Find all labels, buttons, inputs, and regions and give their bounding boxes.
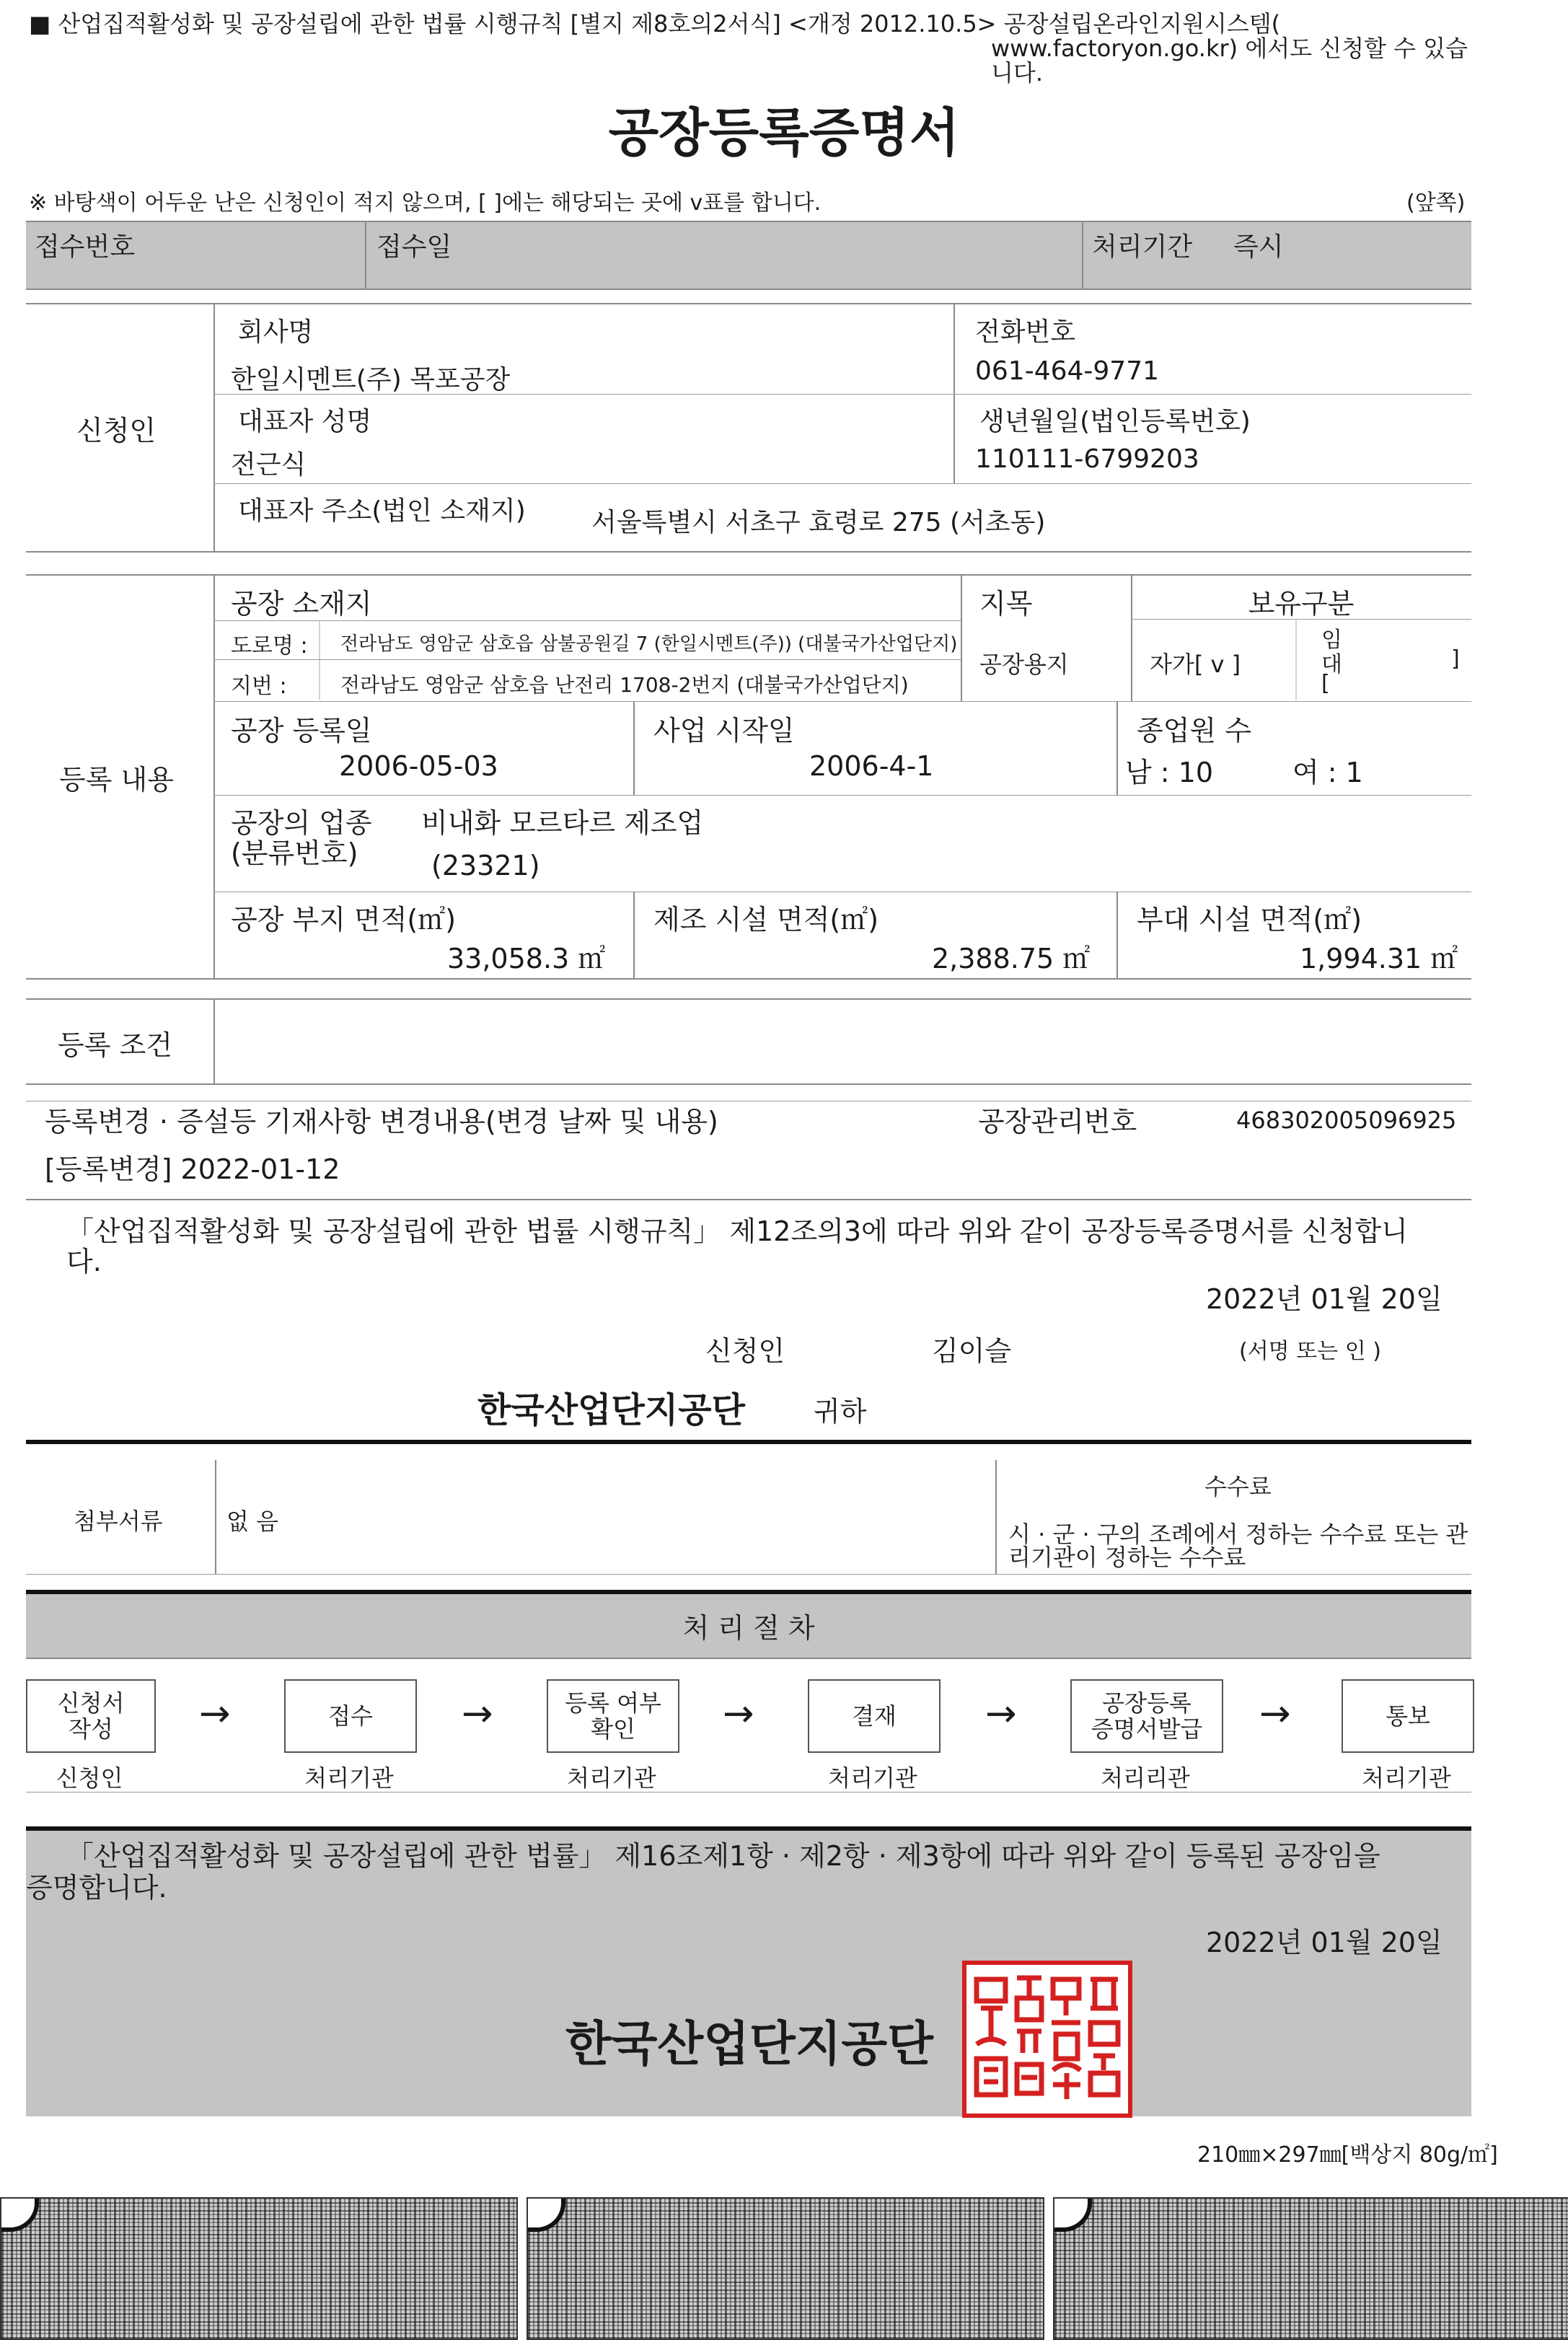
divider [213,483,1471,484]
procedure-step-1 [26,1679,156,1753]
reception-number-label: 접수번호 [35,232,136,262]
divider [26,221,1471,222]
barcode-corner-icon [1054,2199,1092,2232]
divider [953,303,955,483]
divider [1295,620,1297,700]
recipient-org: 한국산업단지공단 [477,1390,745,1430]
signature-note: (서명 또는 인 ) [1239,1339,1381,1364]
divider [26,1792,1471,1793]
arrow-right-icon: → [1259,1692,1291,1736]
fee-label: 수수료 [1204,1473,1272,1500]
birth-reg-value: 110111-6799203 [975,444,1199,474]
step-5-line1: 공장등록 [1102,1689,1192,1717]
divider [319,620,320,700]
applicant-signature-label: 신청인 [705,1335,785,1367]
divider [26,289,1471,290]
request-statement-cont: 다. [66,1246,102,1277]
auxiliary-area-label: 부대 시설 면적(㎡) [1137,904,1362,936]
recipient-honorific: 귀하 [814,1396,867,1428]
industry-value: 비내화 모르타르 제조업 [421,807,704,839]
lot-address-value: 전라남도 영암군 삼호읍 난전리 1708-2번지 (대불국가산업단지) [340,673,909,697]
applicant-section-label: 신청인 [76,415,157,447]
divider [26,1199,1471,1200]
arrow-right-icon: → [462,1692,493,1736]
divider [213,303,215,551]
ownership-lease-bracket-open: [ [1321,671,1330,696]
representative-value: 전근식 [231,450,307,480]
arrow-right-icon: → [985,1692,1017,1736]
employees-label: 종업원 수 [1137,715,1251,747]
step-1-line2: 작성 [69,1715,113,1743]
divider [633,892,635,978]
step-1-actor: 신청인 [56,1764,123,1792]
business-start-label: 사업 시작일 [653,715,795,747]
request-date: 2022년 01월 20일 [1206,1283,1443,1315]
fee-text: 시 · 군 · 구의 조례에서 정하는 수수료 또는 관 [1008,1521,1468,1548]
divider [995,1460,997,1574]
divider [213,574,215,978]
registration-date-label: 공장 등록일 [231,715,372,747]
procedure-step-4 [808,1679,941,1753]
procedure-step-3 [547,1679,679,1753]
factory-mgmt-no-value: 468302005096925 [1236,1107,1457,1134]
address-label: 대표자 주소(법인 소재지) [238,496,526,526]
divider [26,1440,1471,1444]
employees-male: 남 : 10 [1125,757,1214,788]
applicant-signature-name: 김이슬 [932,1335,1012,1367]
divider [213,659,961,660]
phone-label: 전화번호 [975,317,1076,347]
issuer-org: 한국산업단지공단 [565,2016,934,2072]
ownership-lease-char2: 대 [1321,652,1342,677]
divider [26,551,1471,553]
divider [961,574,962,701]
processing-period-value: 즉시 [1233,232,1284,262]
step-5-actor: 처리리관 [1101,1764,1190,1792]
procedure-step-6 [1342,1679,1474,1753]
step-5-line2: 증명서발급 [1091,1715,1203,1743]
manufacturing-area-label: 제조 시설 면적(㎡) [653,904,879,936]
processing-period-label: 처리기간 [1092,232,1193,262]
step-6-actor: 처리기관 [1362,1764,1451,1792]
form-reference-line2: www.factoryon.go.kr) 에서도 신청할 수 있습 [991,35,1468,62]
address-value: 서울특별시 서초구 효령로 275 (서초동) [591,508,1046,537]
industry-label: 공장의 업종 [231,807,372,839]
divider [213,701,1471,702]
industry-code-value: (23321) [431,850,540,881]
instruction-notice: ※ 바탕색이 어두운 난은 신청인이 적지 않으며, [ ]에는 해당되는 곳에 v표를 합니다. [29,190,822,216]
divider [1082,221,1083,289]
step-1-line1: 신청서 [57,1689,125,1717]
registration-section-label: 등록 내용 [59,764,174,796]
divider [365,221,366,289]
divider [26,1083,1471,1085]
attachments-label: 첨부서류 [74,1508,163,1535]
registration-date-value: 2006-05-03 [339,750,498,782]
official-seal-icon [962,1961,1132,2118]
certification-statement: 「산업집적활성화 및 공장설립에 관한 법률」 제16조제1항 · 제2항 · 제3항에 따라 위와 같이 등록된 공장임을 [66,1840,1380,1872]
barcode-pattern-1 [0,2197,518,2340]
step-6-line1: 통보 [1386,1702,1430,1730]
step-3-actor: 처리기관 [567,1764,656,1792]
divider [26,998,1471,1000]
divider [1116,701,1118,795]
certification-date: 2022년 01월 20일 [1206,1927,1443,1958]
barcode-corner-icon [528,2199,565,2232]
land-category-value: 공장용지 [979,651,1069,678]
divider [213,795,1471,796]
auxiliary-area-value: 1,994.31 ㎡ [1300,943,1458,975]
step-3-line1: 등록 여부 [565,1689,661,1717]
attachments-value: 없 음 [226,1508,278,1535]
industry-code-label: (분류번호) [231,837,358,869]
change-entry: [등록변경] 2022-01-12 [45,1153,340,1185]
fee-text-cont: 리기관이 정하는 수수료 [1008,1544,1246,1571]
divider [213,998,215,1083]
step-2-line1: 접수 [328,1702,373,1730]
business-start-value: 2006-4-1 [809,750,934,782]
divider [215,1460,216,1574]
procedure-step-2 [284,1679,417,1753]
step-3-line2: 확인 [591,1715,635,1743]
ownership-lease-bracket-close: ] [1451,646,1460,672]
procedure-step-5 [1070,1679,1223,1753]
page-side-label: (앞쪽) [1406,190,1466,216]
barcode-corner-icon [1,2199,39,2232]
company-name-label: 회사명 [238,317,314,347]
birth-reg-label: 생년월일(법인등록번호) [979,407,1251,436]
seal-pattern [966,1965,1128,2114]
form-reference-line3: 니다. [991,59,1043,87]
ownership-lease-char1: 임 [1321,628,1342,653]
factory-location-label: 공장 소재지 [231,588,372,620]
lot-address-label: 지번 : [231,674,287,699]
request-statement: 「산업집적활성화 및 공장설립에 관한 법률 시행규칙」 제12조의3에 따라 위와 같이 공장등록증명서를 신청합니 [66,1215,1408,1247]
divider [26,303,1471,304]
barcode-pattern-2 [527,2197,1044,2340]
procedure-title: 처 리 절 차 [682,1612,815,1644]
ownership-own-option: 자가[ v ] [1150,651,1241,678]
reception-date-label: 접수일 [376,232,452,262]
road-address-label: 도로명 : [231,633,308,659]
form-reference: ■ 산업집적활성화 및 공장설립에 관한 법률 시행규칙 [별지 제8호의2서식] <개정 2012.10.5> 공장설립온라인지원시스템( [29,10,1281,38]
conditions-label: 등록 조건 [58,1029,172,1061]
step-4-actor: 처리기관 [828,1764,917,1792]
changes-label: 등록변경 · 증설등 기재사항 변경내용(변경 날짜 및 내용) [45,1106,718,1138]
site-area-label: 공장 부지 면적(㎡) [231,904,457,936]
step-4-line1: 결재 [852,1702,897,1730]
arrow-right-icon: → [723,1692,754,1736]
manufacturing-area-value: 2,388.75 ㎡ [932,943,1091,975]
barcode-pattern-3 [1053,2197,1568,2340]
paper-spec: 210㎜×297㎜[백상지 80g/㎡] [1197,2142,1498,2168]
ownership-label: 보유구분 [1248,588,1355,620]
representative-label: 대표자 성명 [238,407,372,436]
divider [1116,892,1118,978]
phone-value: 061-464-9771 [975,356,1160,386]
company-name-value: 한일시멘트(주) 목포공장 [231,365,511,395]
employees-female: 여 : 1 [1292,757,1363,788]
arrow-right-icon: → [199,1692,231,1736]
road-address-value: 전라남도 영암군 삼호읍 삼불공원길 7 (한일시멘트(주)) (대불국가산업단지) [340,633,958,655]
divider [26,978,1471,980]
document-title: 공장등록증명서 [608,102,960,163]
certification-statement-cont: 증명합니다. [26,1872,167,1904]
divider [26,574,1471,576]
divider [633,701,635,795]
site-area-value: 33,058.3 ㎡ [447,943,606,975]
land-category-label: 지목 [979,588,1033,620]
step-2-actor: 처리기관 [304,1764,394,1792]
divider [26,1574,1471,1575]
factory-mgmt-no-label: 공장관리번호 [978,1106,1137,1138]
